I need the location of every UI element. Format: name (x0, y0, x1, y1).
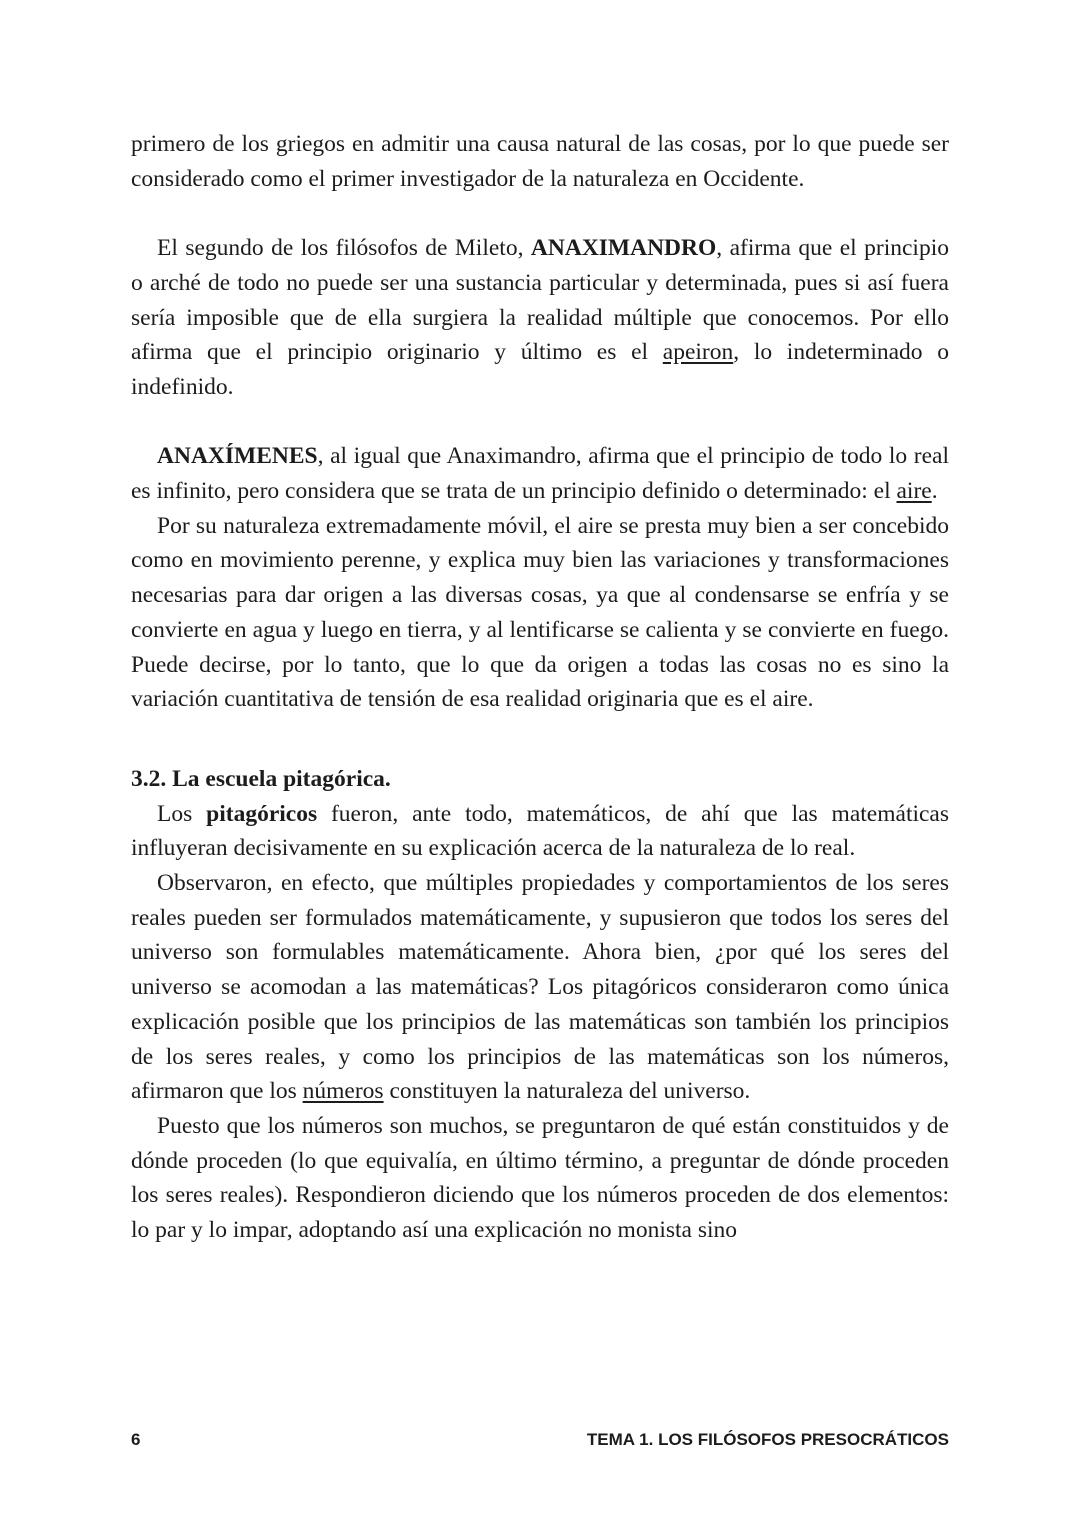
paragraph-pitagoricos: Los pitagóricos fueron, ante todo, matemáticos, de ahí que las matemáticas influyeran decisivamente en su explicación acerca de la naturaleza de lo real. (131, 800, 950, 862)
chapter-title: TEMA 1. LOS FILÓSOFOS PRESOCRÁTICOS (586, 1430, 949, 1449)
paragraph-anaximenes: ANAXÍMENES, al igual que Anaximandro, afirma que el principio de todo lo real es infinito, pero considera que se trata de un principio definido o determinado: el aire. (131, 443, 949, 504)
paragraph-observaron: Observaron, en efecto, que múltiples propiedades y comportamientos de los seres reales pueden ser formulados matemáticamente, y supusieron que todos los seres del universo son formulables matemáticamente. Ahora bien, ¿por qué los seres del universo se acomodan a las matemáticas? Los pitagóricos consideraron como única explicación posible que los principios de las matemáticas son también los principios de los seres reales, y como los principios de las matemáticas son los números, afirmaron que los números constituyen la naturaleza del universo. (131, 870, 949, 1105)
apeiron-term: apeiron (662, 339, 734, 366)
paragraph-aire: Por su naturaleza extremadamente móvil, el aire se presta muy bien a ser concebido como en movimiento perenne, y explica muy bien las variaciones y transformaciones necesarias para dar origen a las diversas cosas, ya que al condensarse se enfría y se convierte en agua y luego en tierra, y al lentificarse se calienta y se convierte en fuego. Puede decirse, por lo tanto, que lo que da origen a todas las cosas no es sino la variación cuantitativa de tensión de esa realidad originaria que es el aire. (131, 512, 949, 713)
page-body (131, 127, 949, 1248)
anaximandro-name: ANAXIMANDRO (530, 235, 717, 262)
numeros-term: números (302, 1078, 384, 1105)
pitagoricos-term: pitagóricos (206, 800, 318, 827)
page-footer (131, 1428, 949, 1452)
paragraph-thales-end: primero de los griegos en admitir una causa natural de las cosas, por lo que puede ser considerado como el primer investigador de la naturaleza en Occidente. (131, 131, 949, 192)
paragraph-anaximandro: El segundo de los filósofos de Mileto, ANAXIMANDRO, afirma que el principio o arché de todo no puede ser una sustancia particular y determinada, pues si así fuera sería imposible que de ella surgiera la realidad múltiple que conocemos. Por ello afirma que el principio originario y último es el apeiron, lo indeterminado o indefinido. (131, 235, 950, 400)
anaximenes-name: ANAXÍMENES (157, 443, 318, 470)
page-number: 6 (131, 1430, 141, 1449)
section-heading: 3.2. La escuela pitagórica. (131, 765, 391, 792)
aire-term: aire (896, 478, 932, 504)
paragraph-numeros: Puesto que los números son muchos, se preguntaron de qué están constituidos y de dónde proceden (lo que equivalía, en último término, a preguntar de dónde proceden los seres reales). Respondieron diciendo que los números proceden de dos elementos: lo par y lo impar, adoptando así una explicación no monista sino (131, 1112, 949, 1244)
